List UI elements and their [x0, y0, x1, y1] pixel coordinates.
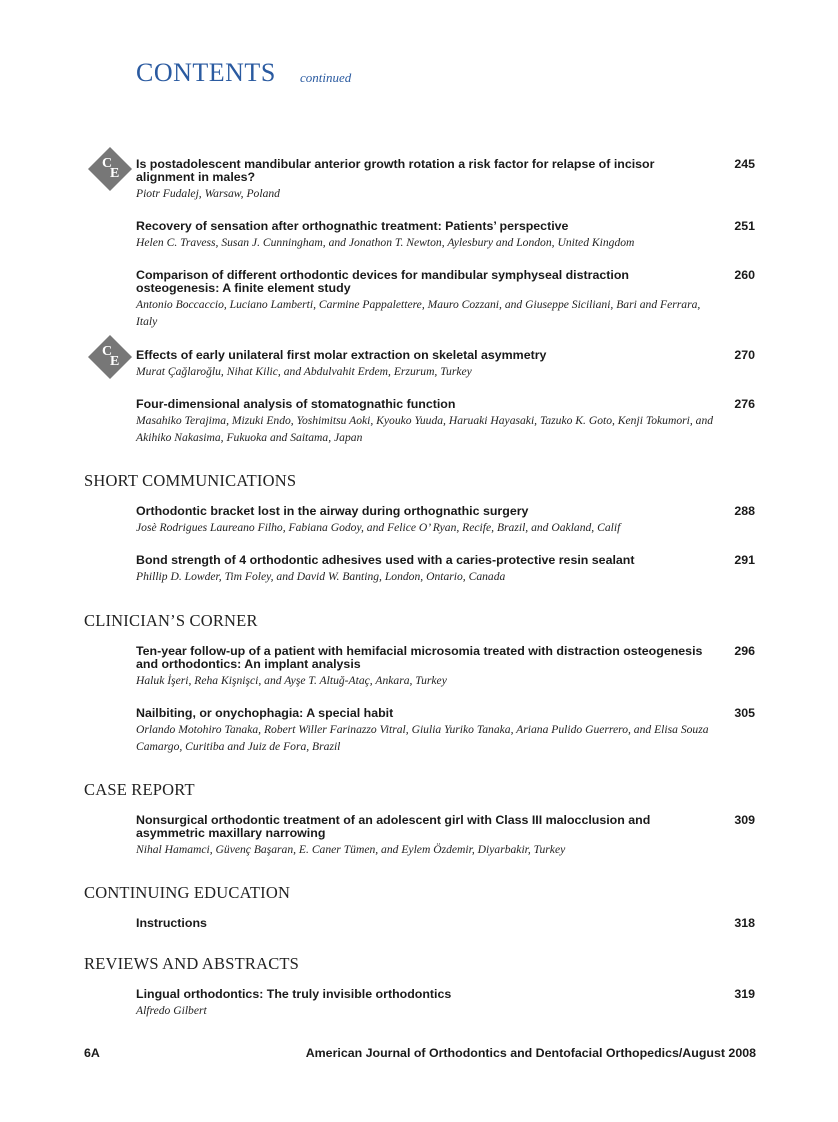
page-number: 291 — [734, 553, 755, 567]
page-number: 245 — [734, 157, 755, 171]
page-number: 319 — [734, 987, 755, 1001]
article-title[interactable]: Recovery of sensation after orthognathic treatment: Patients’ perspective — [136, 219, 569, 233]
article-authors: Murat Çağlaroğlu, Nihat Kilic, and Abdulvahit Erdem, Erzurum, Turkey — [136, 365, 472, 378]
ce-badge-icon — [88, 147, 132, 191]
article-title[interactable]: Four-dimensional analysis of stomatognathic function — [136, 397, 456, 411]
article-title[interactable]: Nailbiting, or onychophagia: A special habit — [136, 706, 394, 720]
toc-entry[interactable] — [136, 988, 714, 1019]
article-authors: Piotr Fudalej, Warsaw, Poland — [136, 187, 280, 200]
svg-text:C: C — [102, 344, 113, 359]
toc-entry[interactable] — [136, 707, 714, 755]
page-number: 305 — [734, 706, 755, 720]
article-authors: Alfredo Gilbert — [136, 1004, 207, 1017]
article-title[interactable]: Nonsurgical orthodontic treatment of an adolescent girl with Class III malocclusion and asymmetric maxillary narrowing — [136, 813, 651, 840]
svg-text:E: E — [110, 354, 120, 369]
article-authors: Haluk İşeri, Reha Kişnişci, and Ayşe T. Altuğ-Ataç, Ankara, Turkey — [136, 674, 447, 687]
footer-page-label: 6A — [84, 1046, 100, 1060]
toc-entry[interactable] — [136, 158, 714, 202]
article-title[interactable]: Ten-year follow-up of a patient with hemifacial microsomia treated with distraction osteogenesis and orthodontics: An implant analysis — [136, 644, 703, 671]
section-heading-continuing-education: CONTINUING EDUCATION — [84, 883, 291, 902]
article-title[interactable]: Is postadolescent mandibular anterior growth rotation a risk factor for relapse of incisor alignment in males? — [136, 157, 655, 184]
page-number: 296 — [734, 644, 755, 658]
article-authors: Josè Rodrigues Laureano Filho, Fabiana Godoy, and Felice O’ Ryan, Recife, Brazil, and Oakland, Calif — [136, 521, 621, 534]
section-heading-short-communications: SHORT COMMUNICATIONS — [84, 471, 297, 490]
page-subtitle: continued — [300, 70, 352, 85]
article-title[interactable]: Comparison of different orthodontic devices for mandibular symphyseal distraction osteogenesis: A finite element study — [136, 268, 629, 295]
page-number: 276 — [734, 397, 755, 411]
toc-entry[interactable] — [136, 917, 714, 930]
article-title[interactable]: Effects of early unilateral first molar extraction on skeletal asymmetry — [136, 348, 547, 362]
page-number: 251 — [734, 219, 755, 233]
toc-entry[interactable] — [136, 220, 714, 251]
article-authors: Orlando Motohiro Tanaka, Robert Willer Farinazzo Vitral, Giulia Yuriko Tanaka, Ariana Pulido Guerrero, and Elisa Souza Camargo, Curitiba and Juiz de Fora, Brazil — [136, 723, 709, 753]
section-heading-clinicians-corner: CLINICIAN’S CORNER — [84, 611, 258, 630]
article-authors: Phillip D. Lowder, Tim Foley, and David W. Banting, London, Ontario, Canada — [136, 570, 506, 583]
page-number: 309 — [734, 813, 755, 827]
page-title: CONTENTS — [136, 58, 276, 87]
page-number: 318 — [734, 916, 755, 930]
article-authors: Helen C. Travess, Susan J. Cunningham, and Jonathon T. Newton, Aylesbury and London, United Kingdom — [136, 236, 635, 249]
page-number: 270 — [734, 348, 755, 362]
article-title[interactable]: Bond strength of 4 orthodontic adhesives used with a caries-protective resin sealant — [136, 553, 635, 567]
section-heading-case-report: CASE REPORT — [84, 780, 195, 799]
article-title[interactable]: Lingual orthodontics: The truly invisible orthodontics — [136, 987, 452, 1001]
toc-entry[interactable] — [136, 349, 714, 380]
toc-entry[interactable] — [136, 554, 714, 585]
page-number: 260 — [734, 268, 755, 282]
toc-entry[interactable] — [136, 645, 714, 689]
page-number: 288 — [734, 504, 755, 518]
toc-entry[interactable] — [136, 269, 714, 330]
article-title[interactable]: Orthodontic bracket lost in the airway during orthognathic surgery — [136, 504, 529, 518]
toc-entry[interactable] — [136, 398, 714, 446]
ce-badge-icon — [88, 335, 132, 379]
article-title[interactable]: Instructions — [136, 916, 207, 930]
article-authors: Masahiko Terajima, Mizuki Endo, Yoshimitsu Aoki, Kyouko Yuuda, Haruaki Hayasaki, Tazuko K. Goto, Kenji Tokumori, and Akihiko Nakasima, Fukuoka and Saitama, Japan — [136, 414, 714, 444]
article-authors: Antonio Boccaccio, Luciano Lamberti, Carmine Pappalettere, Mauro Cozzani, and Giuseppe Siciliani, Bari and Ferrara, Italy — [136, 298, 701, 328]
toc-entry[interactable] — [136, 505, 714, 536]
section-heading-reviews-and-abstracts: REVIEWS AND ABSTRACTS — [84, 954, 300, 973]
toc-entry[interactable] — [136, 814, 714, 858]
footer-journal: American Journal of Orthodontics and Dentofacial Orthopedics/August 2008 — [305, 1046, 756, 1060]
svg-text:E: E — [110, 166, 120, 181]
article-authors: Nihal Hamamci, Güvenç Başaran, E. Caner Tümen, and Eylem Özdemir, Diyarbakir, Turkey — [136, 843, 566, 856]
svg-text:C: C — [102, 156, 113, 171]
